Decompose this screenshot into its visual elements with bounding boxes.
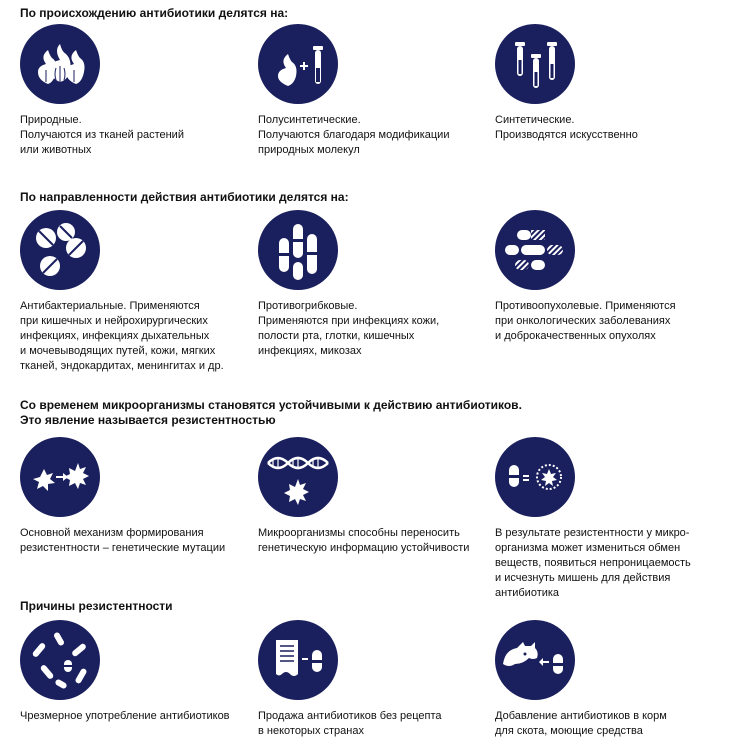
direction-antitumor-caption: Противоопухолевые. Применяются при онкологических заболеваниях и доброкачественных опухолях [495, 300, 676, 342]
dna-icon [258, 437, 338, 517]
capsules-vertical-icon [258, 210, 338, 290]
direction-antitumor [495, 210, 727, 344]
direction-antifungal [258, 210, 490, 359]
cause-livestock-caption: Добавление антибиотиков в корм для скота, моющие средства [495, 710, 667, 737]
resistance-transfer [258, 437, 490, 556]
heading-resistance-line-1: Со временем микроорганизмы становятся устойчивыми к действию антибиотиков. [20, 398, 522, 412]
direction-antifungal-caption: Противогрибковые. Применяются при инфекциях кожи, полости рта, глотки, кишечных инфекциях, микозах [258, 300, 440, 357]
garlic-plus-tube-icon [258, 24, 338, 104]
cause-livestock [495, 620, 727, 739]
mutation-icon [20, 437, 100, 517]
resistance-target-change-caption: В результате резистентности у микро- организма может измениться обмен веществ, появиться непроницаемость и исчезнуть мишень для действия антибиотика [495, 527, 691, 599]
heading-resistance-line-2: Это явление называется резистентностью [20, 413, 276, 427]
cause-overuse-caption: Чрезмерное употребление антибиотиков [20, 710, 230, 722]
tablets-icon [20, 210, 100, 290]
capsules-horizontal-icon [495, 210, 575, 290]
origin-natural-caption: Природные. Получаются из тканей растений или животных [20, 114, 184, 156]
direction-antibacterial-caption: Антибактериальные. Применяются при кишечных и нейрохирургических инфекциях, инфекциях дыхательных и мочевыводящих путей, кожи, мягких тканей, эндокардитах, менингитах и др. [20, 300, 224, 372]
cause-no-prescription [258, 620, 490, 739]
origin-semisynthetic-caption: Полусинтетические. Получаются благодаря модификации природных молекул [258, 114, 450, 156]
heading-causes: Причины резистентности [20, 599, 173, 613]
cause-no-prescription-caption: Продажа антибиотиков без рецепта в некоторых странах [258, 710, 442, 737]
garlic-icon [20, 24, 100, 104]
target-change-icon [495, 437, 575, 517]
pills-overuse-icon [20, 620, 100, 700]
prescription-icon [258, 620, 338, 700]
origin-synthetic [495, 24, 727, 143]
resistance-transfer-caption: Микроорганизмы способны переносить генетическую информацию устойчивости [258, 527, 470, 554]
resistance-target-change [495, 437, 727, 601]
cow-feed-icon [495, 620, 575, 700]
heading-resistance [20, 398, 522, 428]
test-tubes-icon [495, 24, 575, 104]
heading-origin: По происхождению антибиотики делятся на: [20, 6, 289, 20]
heading-direction: По направленности действия антибиотики делятся на: [20, 190, 349, 204]
origin-synthetic-caption: Синтетические. Производятся искусственно [495, 114, 638, 141]
origin-semisynthetic [258, 24, 490, 158]
direction-antibacterial [20, 210, 252, 374]
resistance-mutation [20, 437, 252, 556]
resistance-mutation-caption: Основной механизм формирования резистентности – генетические мутации [20, 527, 226, 554]
cause-overuse [20, 620, 252, 724]
origin-natural [20, 24, 252, 158]
